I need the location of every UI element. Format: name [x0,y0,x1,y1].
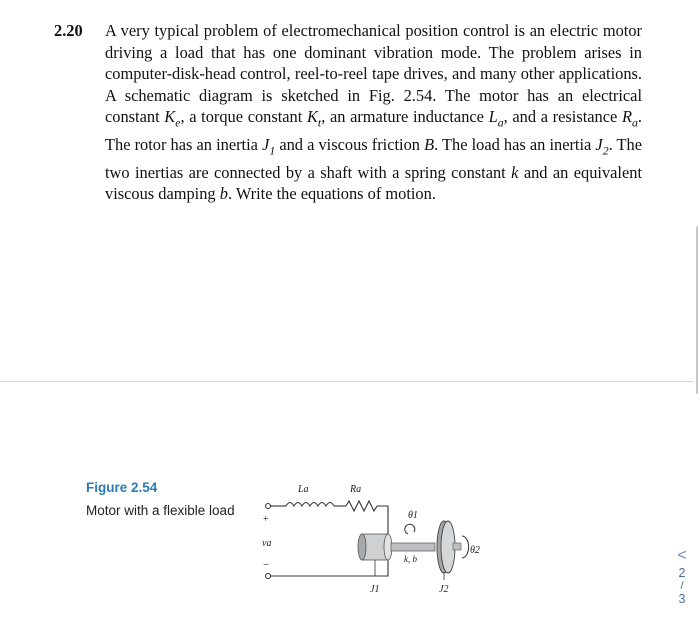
text-part: , and a resistance [503,107,622,126]
label-theta2: θ2 [470,545,480,556]
text-part: A very typical problem of electromechanical position control is an electric motor driving a load that has one dominant vibration mode. The problem arises in computer-disk-head control, reel-to-reel tape drives, and many other applications. A schematic diagram is sketched in Fig. 2.54. The motor has an electrical constant [105,21,642,126]
figure-caption [86,479,236,520]
shaft [391,543,435,551]
text-part: . The load has an inertia [434,134,596,154]
terminal-bottom [266,574,271,579]
text-part: and an equivalent viscous damping [105,162,643,204]
symbol-kt: $K_t$ [306,107,322,130]
problem-block [54,20,642,205]
text-part: . The rotor has an inertia [105,107,642,154]
page-indicator [674,546,690,606]
label-ra: Ra [350,484,362,495]
page-separator: / [680,580,684,592]
current-page: 2 [678,566,686,580]
scrollbar[interactable] [696,226,698,394]
rotor-j1 [358,534,392,560]
theta2-arrow [462,536,469,558]
symbol-j2: $J_2$ [595,134,609,158]
label-la: La [298,484,309,495]
text-part: . The two inertias are connected by a shaft with a spring constant [105,134,642,182]
label-j1: J1 [370,584,380,595]
inductor-la [286,503,334,507]
total-pages: 3 [678,592,686,606]
symbol-k: k [511,162,519,182]
text-part: , a torque constant [180,107,307,126]
symbol-ke: $K_e$ [164,107,181,130]
figure-caption-text: Motor with a flexible load [86,503,235,518]
symbol-la: $L_a$ [488,107,504,130]
symbol-b-viscous: B [424,134,435,154]
symbol-b-damping: b [219,184,228,204]
label-va: va [262,538,272,549]
page-divider [0,381,694,382]
text-part: . Write the equations of motion. [227,184,436,204]
problem-text [105,20,642,205]
label-plus: + [263,514,269,525]
label-minus: − [263,559,270,571]
symbol-ra: $R_a$ [621,107,638,130]
figure-title: Figure 2.54 [86,480,158,495]
resistor-ra [346,501,377,511]
symbol-j1: $J_1$ [262,134,276,158]
problem-number: 2.20 [54,21,83,40]
text-part: and a viscous friction [275,134,425,154]
label-theta1: θ1 [408,510,418,521]
motor-schematic [258,476,498,606]
load-disk-j2 [437,521,461,573]
label-kb: k, b [404,554,417,564]
theta1-arrow [405,524,415,534]
label-j2: J2 [439,584,449,595]
terminal-top [266,504,271,509]
text-part: , an armature inductance [321,107,489,126]
chevron-left-icon[interactable]: < [677,547,687,564]
